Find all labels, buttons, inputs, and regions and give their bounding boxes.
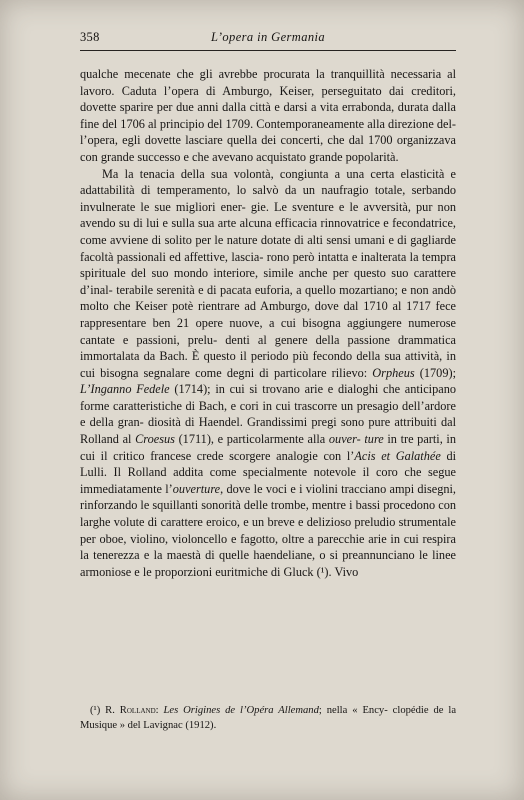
text-fragment: dal Rolland al	[80, 415, 457, 447]
text-line: organizzava con grande successo e che avevano acquistato	[80, 133, 456, 164]
text-line: rono però intatta e inalterata la tempra spirituale del suo	[80, 249, 457, 281]
italic-term: ouverture	[172, 481, 221, 496]
footnote	[80, 703, 456, 733]
main-text	[80, 66, 456, 580]
italic-term: ture	[364, 432, 384, 447]
footnote-colon: :	[155, 705, 159, 716]
footnote-text: ; nella « Ency-	[318, 705, 388, 716]
text-line: come avviene di solito per le nature dotate di alti sensi	[80, 232, 351, 247]
text-line: qualche mecenate che gli avrebbe procurata la tranquillità	[80, 67, 385, 81]
work-title-inganno-fedele: L’Inganno Fedele	[80, 382, 170, 397]
text-line: Ma la tenacia della sua volontà, congiunta a una certa	[102, 166, 395, 181]
footnote-author-initial: R.	[105, 705, 115, 716]
text-line: elasticità e adattabilità di temperamento, lo salvò da un	[80, 166, 457, 198]
work-title-orpheus: Orpheus	[372, 365, 415, 380]
text-line: e delizioso preludio strumentale per oboe, violino, violoncello	[80, 515, 457, 546]
text-line: la maestà di quelle haendeliane, o si preannunciano le linee	[153, 548, 456, 563]
paragraph-2	[80, 166, 456, 581]
text-line: Bach. È questo il periodo più fecondo della sua attività, in	[159, 349, 457, 364]
text-line: cui bisogna segnalare come degni di particolare rilievo:	[80, 365, 368, 380]
text-line: procedono con larghe volute di carattere eroico, e un breve	[80, 498, 456, 530]
italic-term: ouver-	[328, 432, 361, 447]
footnote-marker: (¹)	[90, 705, 101, 716]
header-rule	[80, 50, 456, 51]
text-line: armoniose e le proporzioni euritmiche di Gluck (¹). Vivo	[80, 564, 359, 579]
work-title-acis-et-galathee: Acis et Galathée	[354, 448, 441, 463]
text-line: e cori in cui trascorre un presagio dell’ardore e della gran-	[80, 398, 456, 430]
text-line: cui bisogna aggiungere numerose cantate e passioni, prelu-	[80, 315, 457, 347]
text-fragment: in tre parti, in cui il critico francese crede scorgere	[80, 432, 456, 463]
text-line: rinforzando le squillanti sonorità delle trombe, mentre i bassi	[80, 498, 381, 513]
text-line: denti al genere della passione drammatica immortalata da	[80, 332, 456, 364]
text-line: come specialmente notevole il coro che segue immediatamente	[80, 465, 456, 496]
text-line: mondo interiore, simile anche per questo suo carattere d’inal-	[80, 266, 457, 297]
text-fragment: di Lulli. Il Rolland addita	[80, 448, 457, 480]
text-fragment: (1711), e particolarmente alla	[174, 432, 329, 447]
text-line: perseguitato dai creditori, dovette sparire per due anni dalla	[80, 83, 457, 115]
text-line: grande popolarità.	[309, 149, 399, 164]
text-fragment: (1709);	[414, 365, 456, 380]
text-line: l’opera, egli dovette lasciare quella dei concerti, che dal 1700	[80, 133, 393, 148]
text-fragment: , dove le voci e i violini tracciano ampi disegni,	[220, 481, 456, 496]
text-line: sulla sua arte alcuna efficacia rinnovatrice e fecondatrice,	[171, 216, 456, 231]
text-fragment: analogie con l’	[276, 448, 355, 463]
text-line: dal 1710 al 1717 fece rappresentare ben 21 opere nuove, a	[80, 299, 456, 330]
text-line: città e darsi a vita errabonda, durata dalla fine del 1706 al	[80, 100, 457, 131]
text-line: naufragio totale, serbando invulnerate le sue migliori ener-	[80, 183, 456, 214]
page-number: 358	[80, 30, 100, 44]
paragraph-1	[80, 66, 456, 166]
text-line: umani e di gagliarde facoltà passionali ed affettive, lascia-	[80, 232, 457, 264]
footnote-author-name: Rolland	[119, 705, 156, 716]
text-line: necessaria al lavoro. Caduta l’opera di Amburgo, Keiser,	[80, 67, 456, 98]
text-line: principio del 1709. Contemporaneamente alla direzione del-	[159, 116, 456, 131]
running-title: L’opera in Germania	[210, 30, 326, 44]
footnote-title: Les Origines de l’Opéra Allemand	[163, 705, 319, 716]
text-line: terabile serenità e di pacata euforia, a quello mozartiano; e	[116, 282, 407, 297]
text-fragment: (1714); in cui si trovano	[169, 382, 300, 397]
running-header	[80, 30, 456, 46]
text-line: arie e dialoghi che anticipano forme caratteristiche di Bach,	[80, 382, 456, 413]
text-line: non andò molto che Keiser potè rientrare ad Amburgo, dove	[80, 282, 456, 314]
work-title-croesus: Croesus	[135, 432, 175, 447]
text-line: gie. Le sventure e le avversità, pur non avendo su di lui e	[80, 199, 456, 231]
text-line: e fagotto, oltre a parecchie arie in cui respira la tenerezza e	[80, 531, 456, 563]
footnote-text: clopédie de la Musique » del Lavignac (1912).	[80, 705, 457, 731]
text-fragment: l’	[165, 481, 173, 496]
text-line: diosità di Haendel. Grandissimi pregi sono pure attribuiti	[147, 415, 437, 430]
